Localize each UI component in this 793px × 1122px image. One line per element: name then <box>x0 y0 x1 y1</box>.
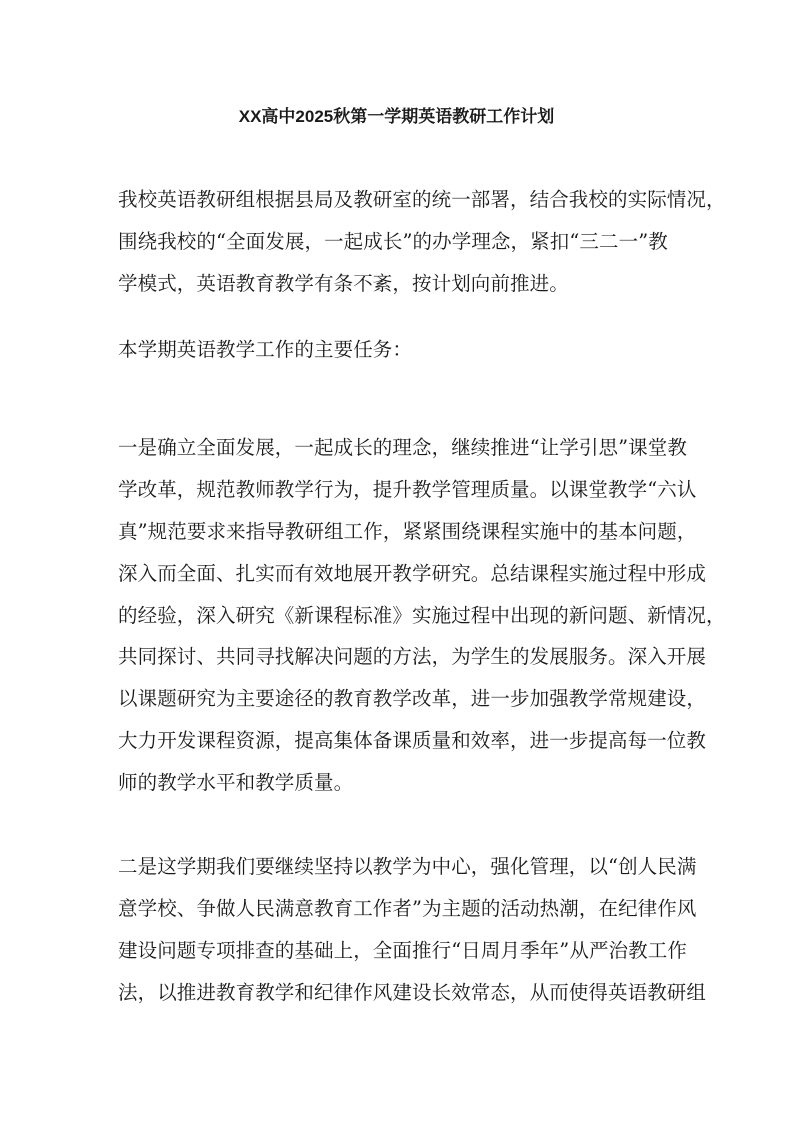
text-line: 学模式，英语教育教学有条不紊，按计划向前推进。 <box>118 271 569 295</box>
text-line: 大力开发课程资源，提高集体备课质量和效率，进一步提高每一位教 <box>118 729 707 753</box>
text-line: 以课题研究为主要途径的教育教学改革，进一步加强教学常规建设， <box>118 687 707 711</box>
document-title: XX高中2025秋第一学期英语教研工作计划 <box>238 107 555 126</box>
text-line: 一是确立全面发展，一起成长的理念，继续推进“让学引思”课堂教 <box>118 436 687 459</box>
text-line: 的经验，深入研究《新课程标准》实施过程中出现的新问题、新情况， <box>118 603 726 627</box>
text-line: 本学期英语教学工作的主要任务： <box>118 338 413 361</box>
text-line: 共同探讨、共同寻找解决问题的方法，为学生的发展服务。深入开展 <box>118 645 707 669</box>
paragraph-intro <box>118 179 726 305</box>
text-line: 围绕我校的“全面发展，一起成长”的办学理念，紧扣“三二一”教 <box>118 229 668 253</box>
text-line: 真”规范要求来指导教研组工作，紧紧围绕课程实施中的基本问题， <box>118 519 697 543</box>
text-line: 学改革，规范教师教学行为，提升教学管理质量。以课堂教学“六认 <box>118 477 697 501</box>
text-line: 法，以推进教育教学和纪律作风建设长效常态，从而使得英语教研组 <box>118 980 707 1004</box>
text-line: 我校英语教研组根据县局及教研室的统一部署，结合我校的实际情况， <box>118 188 726 211</box>
text-line: 意学校、争做人民满意教育工作者”为主题的活动热潮，在纪律作风 <box>118 896 697 920</box>
paragraph-task-one <box>118 427 726 804</box>
text-line: 建设问题专项排查的基础上，全面推行“日周月季年”从严治教工作 <box>118 938 687 962</box>
paragraph-tasks-heading <box>118 329 688 371</box>
text-line: 深入而全面、扎实而有效地展开教学研究。总结课程实施过程中形成 <box>118 561 707 585</box>
text-line: 师的教学水平和教学质量。 <box>118 771 354 795</box>
paragraph-task-two <box>118 846 707 1014</box>
text-line: 二是这学期我们要继续坚持以教学为中心，强化管理，以“创人民满 <box>118 855 697 878</box>
